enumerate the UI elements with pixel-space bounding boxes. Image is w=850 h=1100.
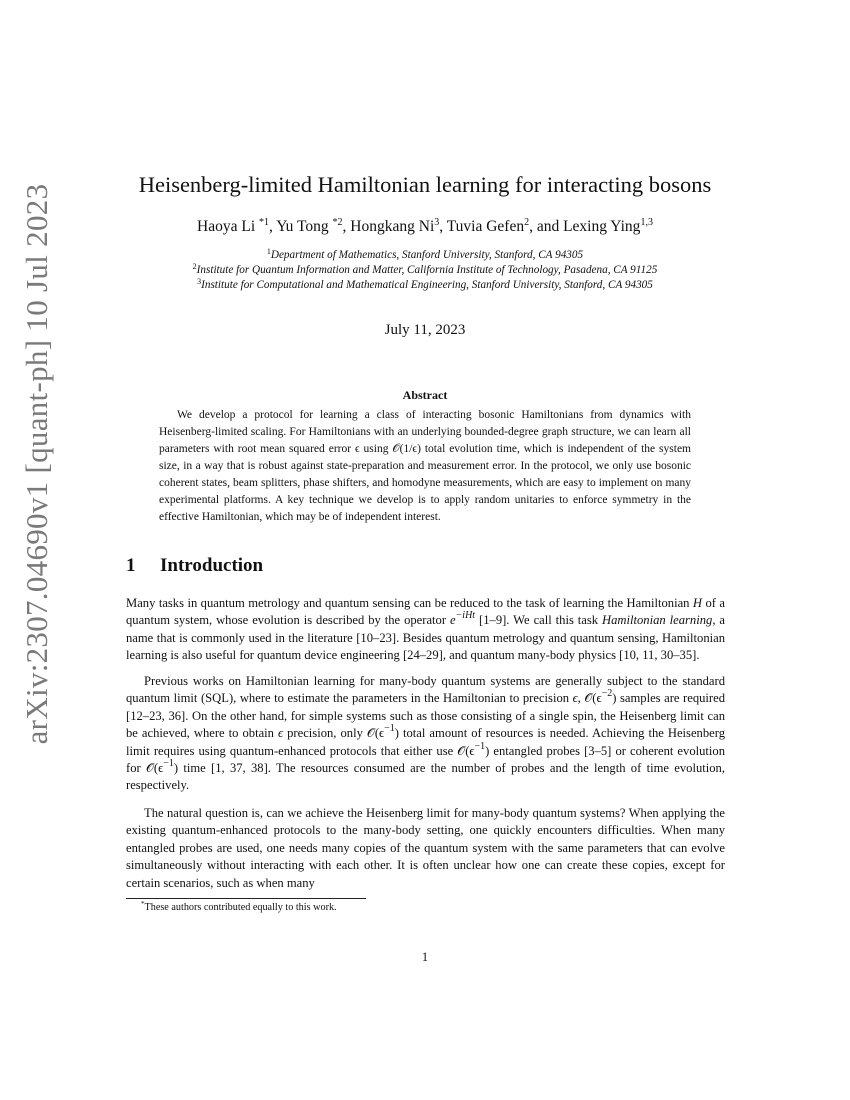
- author-sup: *2: [332, 217, 343, 228]
- text-run: [1–9]. We call this task: [475, 613, 603, 628]
- author-yu-tong: , Yu Tong: [269, 218, 333, 235]
- section-title: Introduction: [160, 555, 264, 576]
- intro-paragraph-1: [126, 595, 725, 665]
- text-run: ) time [1, 37, 38]. The resources consumed are the number of probes and the length of time evolution, respectively.: [126, 761, 725, 793]
- paper-date: July 11, 2023: [384, 322, 466, 338]
- paper-title: Heisenberg-limited Hamiltonian learning for interacting bosons: [138, 172, 712, 197]
- affiliation-1: [0, 249, 850, 261]
- affiliation-text: Institute for Computational and Mathematical Engineering, Stanford University, Stanford, CA 94305: [201, 279, 653, 291]
- arxiv-stamp-text: arXiv:2307.04690v1 [quant-ph] 10 Jul 2023: [19, 183, 54, 745]
- author-sup: 1,3: [640, 217, 653, 228]
- section-heading: [126, 555, 263, 577]
- footnote-mark: *: [141, 900, 145, 908]
- author-hongkang-ni: , Hongkang Ni: [342, 218, 435, 235]
- math-sup: −1: [384, 723, 395, 735]
- emphasis-run: Hamiltonian learning: [602, 613, 713, 628]
- footnote: [126, 902, 337, 913]
- text-run: precision, only 𝒪(ϵ: [283, 726, 385, 741]
- author-lexing-ying: , and Lexing Ying: [529, 218, 641, 235]
- footnote-rule: [126, 898, 366, 899]
- text-run: ) entangled probes [3–5] or coherent evolution for 𝒪(ϵ: [126, 743, 726, 776]
- text-run: Many tasks in quantum metrology and quantum sensing can be reduced to the task of learning the Hamiltonian: [126, 596, 693, 610]
- author-sup: 3: [434, 217, 440, 228]
- author-sup: *1: [259, 217, 270, 228]
- text-run: , a name that is commonly used in the literature [10–23]. Besides quantum metrology and quantum sensing, Hamiltonian learning is also useful for quantum device engineering [24–29], and quantum many-body physics [10, 11, 30–35].: [126, 613, 725, 663]
- author-haoya-li: Haoya Li: [197, 218, 260, 235]
- math-run: H: [692, 596, 703, 610]
- text-run: Previous works on Hamiltonian learning for many-body quantum systems are generally subject to the standard quantum limit (SQL), where to estimate the parameters in the Hamiltonian to precision: [126, 674, 725, 706]
- affiliation-sup: 1: [266, 247, 271, 256]
- author-list: [0, 218, 850, 236]
- math-sup: −1: [163, 758, 174, 770]
- affiliation-text: Institute for Quantum Information and Matter, California Institute of Technology, Pasadena, CA 91125: [196, 264, 658, 276]
- affiliation-3: [0, 279, 850, 291]
- math-sup: −iHt: [455, 610, 476, 622]
- section-number: 1: [126, 555, 136, 576]
- affiliation-2: [0, 264, 850, 276]
- abstract-body: We develop a protocol for learning a class of interacting bosonic Hamiltonians from dynamics with Heisenberg-limited scaling. For Hamiltonians with an underlying bounded-degree graph structure, we can learn all parameters with root mean squared error ϵ using 𝒪(1/ϵ) total evolution time, which is independent of the system size, in a way that is robust against state-preparation and measurement error. In the protocol, we only use bosonic coherent states, beam splitters, phase shifters, and homodyne measurements, which are easy to implement on many experimental platforms. A key technique we develop is to apply random unitaries to enforce symmetry in the effective Hamiltonian, which may be of independent interest.: [159, 409, 691, 523]
- author-tuvia-gefen: , Tuvia Gefen: [439, 218, 525, 235]
- footnote-text: These authors contributed equally to this work.: [144, 902, 337, 913]
- affiliation-text: Department of Mathematics, Stanford University, Stanford, CA 94305: [270, 249, 584, 261]
- math-sup: −1: [474, 740, 486, 752]
- math-run: e: [449, 613, 456, 628]
- affiliation-sup: 2: [192, 262, 197, 271]
- text-run: of a quantum system, whose evolution is described by the operator: [126, 596, 725, 628]
- intro-paragraph-3: The natural question is, can we achieve the Heisenberg limit for many-body quantum systems? When applying the existing quantum-enhanced protocols to the many-body setting, one quickly encounters difficulties. When many entangled probes are used, one needs many copies of the quantum system with the same parameters that can evolve simultaneously without interacting with each other. It is often unclear how one can create these copies, except for certain scenarios, such as when many: [126, 806, 725, 890]
- math-run: ϵ: [278, 726, 284, 741]
- author-sup: 2: [524, 217, 530, 228]
- affiliation-sup: 3: [197, 277, 202, 286]
- math-sup: −2: [601, 688, 613, 700]
- text-run: ) total amount of resources is needed. Achieving the Heisenberg limit requires using quantum-enhanced protocols that either use 𝒪(ϵ: [126, 726, 725, 758]
- page-number: 1: [421, 950, 429, 964]
- text-run: ) samples are required [12–23, 36]. On the other hand, for simple systems such as those consisting of a single spin, the Heisenberg limit can be achieved, where to obtain: [126, 691, 725, 741]
- intro-paragraph-2: [126, 673, 725, 795]
- abstract-heading: Abstract: [402, 388, 448, 402]
- text-run: , 𝒪(ϵ: [577, 691, 602, 706]
- math-run: ϵ: [572, 691, 578, 706]
